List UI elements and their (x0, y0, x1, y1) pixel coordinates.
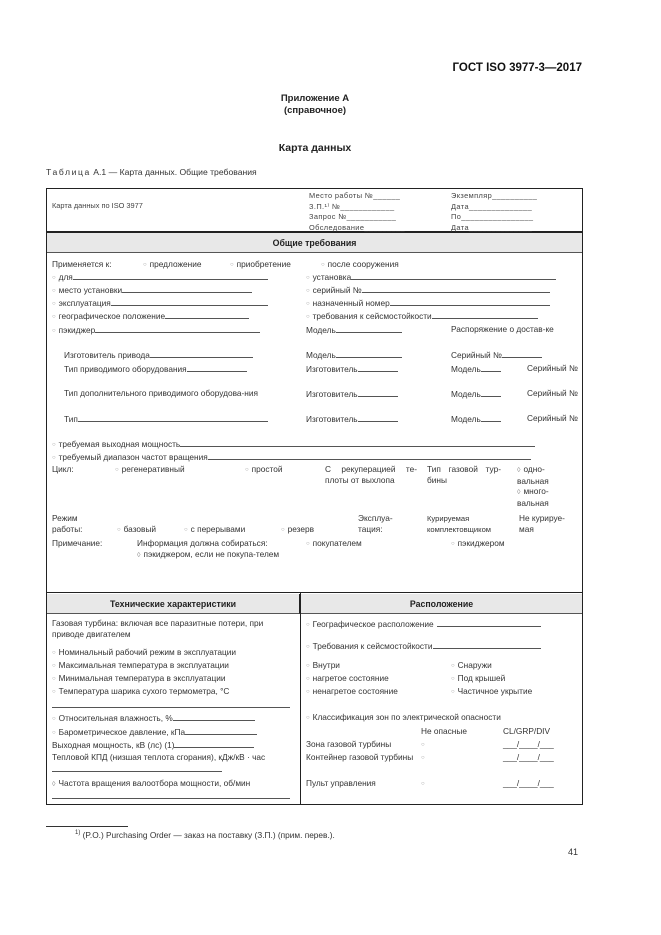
option-hazard-class[interactable]: ○ Классификация зон по электрической опасности (306, 712, 501, 724)
field-output[interactable]: Выходная мощность, кВ (лс) (1) (52, 739, 254, 751)
field-drive-manufacturer[interactable]: Изготовитель привода (64, 349, 253, 361)
option-note-packager[interactable]: ◊ пэкиджером, если не покупа-телем (137, 549, 282, 561)
field-type-model[interactable]: Модель (451, 413, 501, 425)
option-not-supervised[interactable]: Не курируе-мая (519, 513, 565, 534)
field-serial[interactable]: ○ серийный № (306, 284, 550, 297)
radio-zone-control[interactable] (421, 778, 428, 790)
note-label: Примечание: (52, 538, 103, 548)
option-supervised[interactable]: Курируемая комплектовщиком (427, 514, 492, 534)
table-caption (46, 167, 257, 177)
radio-note-packager[interactable]: ○ пэкиджером (451, 538, 505, 550)
field-assigned-number[interactable]: ○ назначенный номер (306, 297, 550, 310)
field-pressure[interactable]: ○ Барометрическое давление, кПа (52, 726, 257, 739)
radio-simple[interactable]: ○ простой (245, 464, 282, 476)
table-header-row (47, 189, 582, 233)
caption-text: А.1 — Карта данных. Общие требования (93, 167, 257, 177)
radio-base[interactable]: ○ базовый (117, 524, 156, 536)
field-packager[interactable]: ○ пэкиджер (52, 324, 260, 337)
cycle-label: Цикл: (52, 464, 74, 474)
applies-label: Применяется к: (52, 259, 112, 269)
field-inquiry[interactable]: Запрос №___________ (309, 212, 397, 222)
radio-regenerative[interactable]: ○ регенеративный (115, 464, 185, 476)
option-multi-shaft[interactable]: ◊ много-вальная (517, 486, 567, 509)
field-seismic-req[interactable]: ○ Требования к сейсмостойкости (306, 640, 541, 653)
option-unheated[interactable]: ○ ненагретое состояние (306, 686, 398, 698)
data-sheet-table (46, 188, 583, 805)
zone-gt-enclosure: Контейнер газовой турбины (306, 752, 414, 762)
gt-type-label: Тип газовой тур-бины (427, 464, 501, 485)
option-outside[interactable]: ○ Снаружи (451, 660, 492, 672)
radio-proposal[interactable]: ○ предложение (143, 259, 201, 271)
caption-prefix: Таблица (46, 167, 91, 177)
option-rated-mode[interactable]: ○ Номинальный рабочий режим в эксплуатации (52, 647, 236, 659)
radio-note-buyer[interactable]: ○ покупателем (306, 538, 362, 550)
field-geo-location[interactable]: ○ Географическое расположение (306, 618, 541, 631)
heat-recovery-label[interactable]: С рекуперацией те-плоты от выхлопа (325, 464, 417, 485)
option-pto-speed[interactable]: ◊ Частота вращения валоотбора мощности, об/мин (52, 778, 250, 790)
field-aux-manufacturer[interactable]: Изготовитель (306, 388, 398, 400)
radio-purchase[interactable]: ○ приобретение (230, 259, 291, 271)
technical-intro: Газовая турбина: включая все паразитные потери, при приводе двигателем (52, 618, 264, 639)
field-unit[interactable]: ○ установка (306, 271, 556, 284)
document-code: ГОСТ ISO 3977-3—2017 (452, 62, 582, 74)
col-nonhazardous: Не опасные (421, 726, 467, 736)
field-operation[interactable]: ○ эксплуатация (52, 297, 268, 310)
footnote-text: (P.O.) Purchasing Order — заказ на поставку (З.П.) (прим. перев.). (82, 830, 335, 840)
option-inside[interactable]: ○ Внутри (306, 660, 340, 672)
radio-zone-gt[interactable] (421, 739, 428, 751)
class-zone-enclosure[interactable]: ___/____/___ (503, 752, 554, 762)
field-geo-position[interactable]: ○ географическое положение (52, 310, 249, 323)
zone-control-panel: Пульт управления (306, 778, 376, 788)
field-driven-type[interactable]: Тип приводимого оборудования (64, 363, 247, 375)
radio-as-built[interactable]: ○ после сооружения (321, 259, 399, 271)
field-by[interactable]: По________________ (451, 212, 534, 222)
note-text: Информация должна собираться: (137, 538, 268, 548)
field-speed-range[interactable]: ○ требуемый диапазон частот вращения (52, 451, 531, 464)
radio-intermittent[interactable]: ○ с перерывами (184, 524, 245, 536)
field-driven-model[interactable]: Модель (451, 363, 501, 375)
field-efficiency[interactable]: Тепловой КПД (низшая теплота сгорания), кДж/кВ · час (52, 752, 292, 775)
pto-speed-blank[interactable] (52, 790, 290, 802)
field-type-serial[interactable]: Серийный № (527, 413, 578, 423)
annex-title: Приложение А (280, 93, 350, 104)
field-po[interactable]: З.П.¹⁾ №____________ (309, 201, 395, 211)
radio-standby[interactable]: ○ резерв (281, 524, 314, 536)
field-site[interactable]: Место работы №______ (309, 191, 401, 200)
field-aux-driven-type[interactable]: Тип дополнительного приводимого оборудова-ния (64, 388, 259, 398)
footnote (75, 830, 335, 840)
field-for[interactable]: ○ для (52, 271, 268, 284)
page-title: Карта данных (278, 142, 352, 154)
col-class-group-div: CL/GRP/DIV (503, 726, 551, 736)
page-number: 41 (568, 847, 579, 857)
section-divider (47, 592, 582, 593)
option-max-temp[interactable]: ○ Максимальная температура в эксплуатации (52, 660, 229, 672)
field-delivery-order[interactable]: Распоряжение о достав-ке (451, 324, 554, 334)
annex-heading (0, 93, 630, 117)
dry-bulb-blank[interactable] (52, 699, 290, 711)
footnote-mark: 1) (75, 830, 81, 837)
header-fields-col1 (309, 191, 405, 233)
field-packager-model[interactable]: Модель (306, 324, 402, 336)
section-general-header: Общие требования (47, 233, 582, 253)
sheet-reference: Карта данных по ISO 3977 (52, 201, 143, 210)
field-survey[interactable]: Обследование_________ (309, 222, 405, 232)
field-date2[interactable]: Дата______________ (451, 222, 533, 232)
field-aux-serial[interactable]: Серийный № (527, 388, 578, 398)
mode-label: Режим работы: (52, 513, 83, 534)
option-dry-bulb-temp[interactable]: ○ Температура шарика сухого термометра, °С (52, 686, 229, 698)
option-partial-cover[interactable]: ○ Частичное укрытие (451, 686, 532, 698)
option-min-temp[interactable]: ○ Минимальная температура в эксплуатации (52, 673, 226, 685)
field-seismic[interactable]: ○ требования к сейсмостойкости (306, 310, 538, 323)
field-type-manufacturer[interactable]: Изготовитель (306, 413, 398, 425)
option-heated[interactable]: ○ нагретое состояние (306, 673, 389, 685)
option-under-roof[interactable]: ○ Под крышей (451, 673, 505, 685)
field-date1[interactable]: Дата______________ (451, 201, 533, 211)
option-single-shaft[interactable]: ◊ одно-вальная (517, 464, 567, 487)
field-required-power[interactable]: ○ требуемая выходная мощность (52, 438, 535, 451)
field-drive-serial[interactable]: Серийный № (451, 349, 542, 361)
header-fields-col2 (451, 191, 537, 233)
field-driven-manufacturer[interactable]: Изготовитель (306, 363, 398, 375)
field-type[interactable]: Тип (64, 413, 268, 425)
footnote-separator (46, 826, 128, 827)
section-location-header: Расположение (301, 594, 582, 614)
radio-zone-enclosure[interactable] (421, 752, 428, 764)
annex-type: (справочное) (283, 105, 347, 116)
field-driven-serial[interactable]: Серийный № (527, 363, 578, 373)
zone-gas-turbine: Зона газовой турбины (306, 739, 392, 749)
operation-label: Эксплуа-тация: (358, 513, 393, 534)
column-divider (300, 593, 301, 804)
field-humidity[interactable]: ○ Относительная влажность, % (52, 712, 255, 725)
class-zone-gt[interactable]: ___/____/___ (503, 739, 554, 749)
class-zone-control[interactable]: ___/____/___ (503, 778, 554, 788)
field-drive-model[interactable]: Модель (306, 349, 402, 361)
field-copy[interactable]: Экземпляр__________ (451, 191, 538, 200)
field-installation-site[interactable]: ○ место установки (52, 284, 252, 297)
section-technical-header: Технические характеристики (47, 594, 300, 614)
field-aux-model[interactable]: Модель (451, 388, 501, 400)
